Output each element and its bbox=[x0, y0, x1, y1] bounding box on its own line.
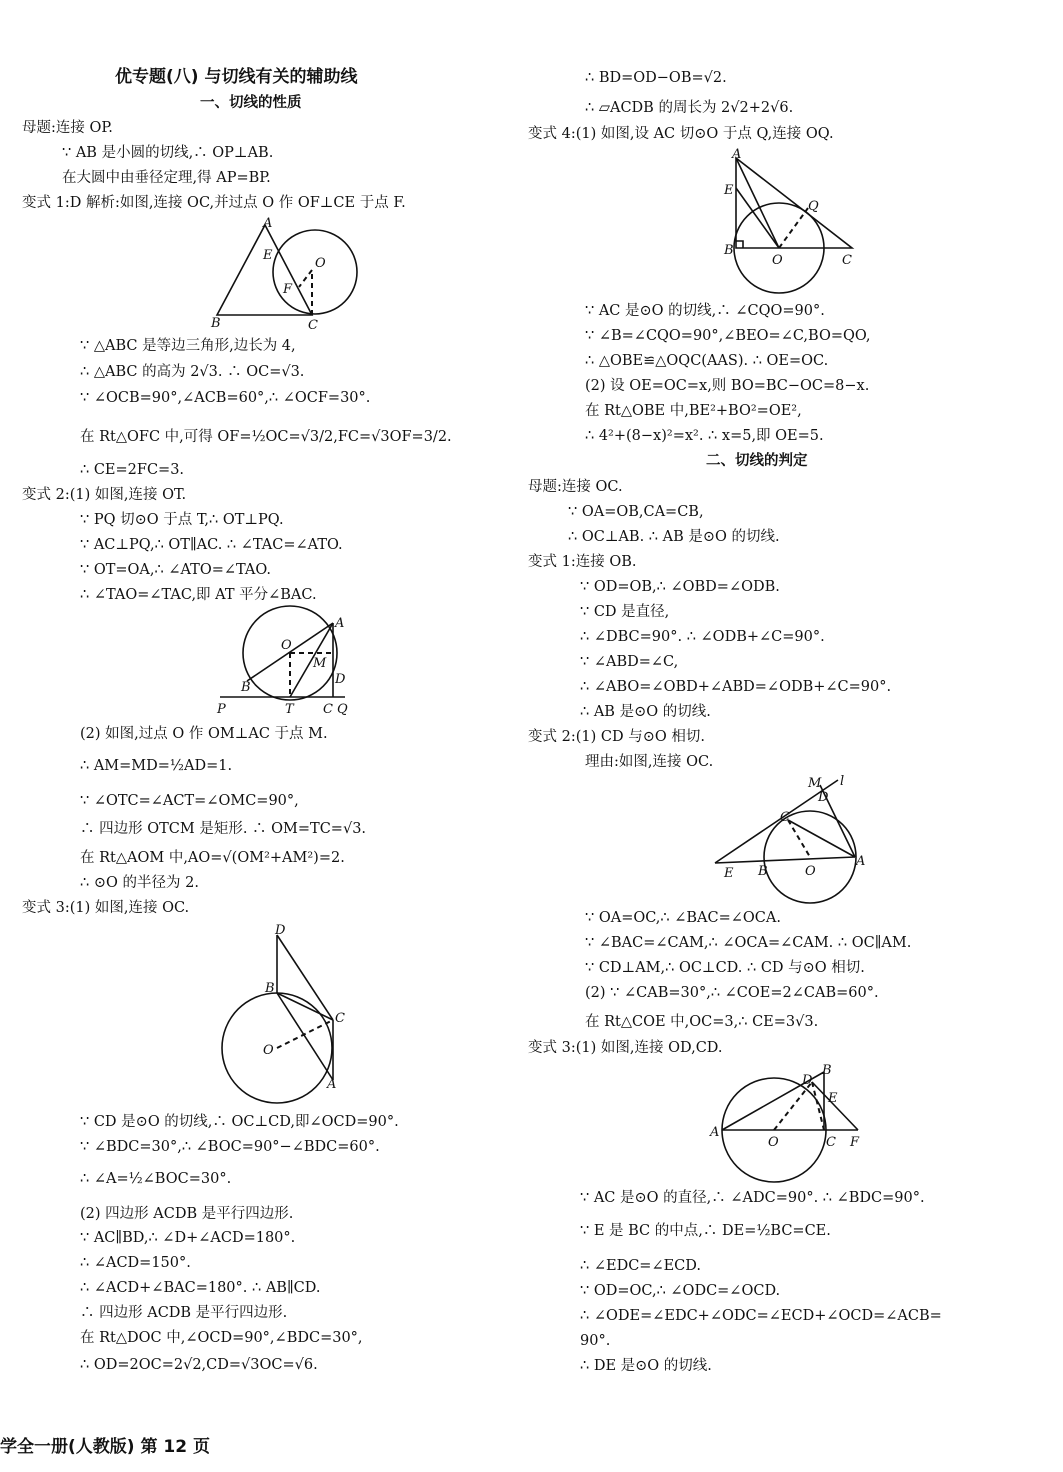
text-line: ∵ ∠BAC=∠CAM,∴ ∠OCA=∠CAM. ∴ OC∥AM. bbox=[585, 935, 912, 951]
svg-text:M: M bbox=[313, 656, 327, 671]
svg-text:O: O bbox=[315, 256, 326, 271]
svg-text:A: A bbox=[263, 216, 273, 231]
text-line: ∴ ▱ACDB 的周长为 2√2+2√6. bbox=[585, 100, 794, 116]
text-line: ∵ CD⊥AM,∴ OC⊥CD. ∴ CD 与⊙O 相切. bbox=[585, 960, 865, 976]
figure-2 bbox=[215, 605, 355, 717]
text-line: 变式 2:(1) 如图,连接 OT. bbox=[22, 487, 187, 503]
svg-text:E: E bbox=[263, 248, 273, 263]
figure-1 bbox=[205, 215, 365, 335]
svg-text:B: B bbox=[724, 243, 734, 258]
page-title: 优专题(八) 与切线有关的辅助线 bbox=[115, 67, 358, 87]
text-line: 理由:如图,连接 OC. bbox=[585, 754, 714, 770]
text-line: 变式 3:(1) 如图,连接 OC. bbox=[22, 900, 190, 916]
text-line: ∵ PQ 切⊙O 于点 T,∴ OT⊥PQ. bbox=[80, 512, 284, 528]
figure-6 bbox=[708, 1060, 868, 1185]
text-line: 变式 4:(1) 如图,设 AC 切⊙O 于点 Q,连接 OQ. bbox=[528, 126, 834, 142]
svg-text:C: C bbox=[323, 702, 333, 717]
svg-text:C: C bbox=[842, 253, 852, 268]
text-line: ∴ CE=2FC=3. bbox=[80, 462, 185, 478]
text-line: ∴ AM=MD=½AD=1. bbox=[80, 758, 233, 774]
svg-text:B: B bbox=[211, 316, 221, 331]
svg-text:B: B bbox=[758, 864, 768, 879]
svg-text:D: D bbox=[802, 1073, 813, 1088]
svg-text:C: C bbox=[826, 1135, 836, 1150]
svg-text:B: B bbox=[241, 680, 251, 695]
text-line: ∴ ∠A=½∠BOC=30°. bbox=[80, 1171, 232, 1187]
text-line: ∴ BD=OD−OB=√2. bbox=[585, 70, 727, 86]
text-line: 变式 3:(1) 如图,连接 OD,CD. bbox=[528, 1040, 723, 1056]
text-line: ∵ ∠ABD=∠C, bbox=[580, 654, 679, 670]
svg-text:D: D bbox=[818, 790, 829, 805]
svg-text:O: O bbox=[772, 253, 783, 268]
text-line: (2) ∵ ∠CAB=30°,∴ ∠COE=2∠CAB=60°. bbox=[585, 985, 879, 1001]
text-line: ∵ AC 是⊙O 的切线,∴ ∠CQO=90°. bbox=[585, 303, 825, 319]
text-line: 在 Rt△DOC 中,∠OCD=90°,∠BDC=30°, bbox=[80, 1330, 363, 1346]
svg-text:O: O bbox=[805, 864, 816, 879]
svg-text:O: O bbox=[263, 1043, 274, 1058]
svg-text:A: A bbox=[856, 854, 866, 869]
text-line: 在 Rt△AOM 中,AO=√(OM²+AM²)=2. bbox=[80, 850, 345, 866]
text-line: (2) 如图,过点 O 作 OM⊥AC 于点 M. bbox=[80, 726, 328, 742]
text-line: ∵ △ABC 是等边三角形,边长为 4, bbox=[80, 338, 296, 354]
text-line: 在 Rt△OBE 中,BE²+BO²=OE², bbox=[585, 403, 802, 419]
text-line: ∵ AB 是小圆的切线,∴ OP⊥AB. bbox=[62, 145, 274, 161]
text-line: ∴ 四边形 ACDB 是平行四边形. bbox=[80, 1305, 288, 1321]
text-line: 母题:连接 OC. bbox=[528, 479, 623, 495]
text-line: ∴ ∠ACD=150°. bbox=[80, 1255, 191, 1271]
text-line: ∵ CD 是直径, bbox=[580, 604, 670, 620]
svg-text:P: P bbox=[217, 702, 226, 717]
text-line: ∵ ∠B=∠CQO=90°,∠BEO=∠C,BO=QO, bbox=[585, 328, 871, 344]
svg-text:A: A bbox=[335, 616, 345, 631]
text-line: ∴ △OBE≌△OQC(AAS). ∴ OE=OC. bbox=[585, 353, 829, 369]
text-line: ∵ OD=OC,∴ ∠ODC=∠OCD. bbox=[580, 1283, 781, 1299]
svg-text:E: E bbox=[828, 1091, 838, 1106]
text-line: 母题:连接 OP. bbox=[22, 120, 113, 136]
svg-text:T: T bbox=[285, 702, 294, 717]
svg-text:C: C bbox=[335, 1011, 345, 1026]
text-line: 在 Rt△COE 中,OC=3,∴ CE=3√3. bbox=[585, 1014, 819, 1030]
svg-text:A: A bbox=[327, 1077, 337, 1092]
text-line: ∵ CD 是⊙O 的切线,∴ OC⊥CD,即∠OCD=90°. bbox=[80, 1114, 399, 1130]
text-line: ∵ OA=OB,CA=CB, bbox=[568, 504, 704, 520]
svg-text:D: D bbox=[275, 923, 286, 938]
text-line: ∵ OT=OA,∴ ∠ATO=∠TAO. bbox=[80, 562, 272, 578]
text-line: 在 Rt△OFC 中,可得 OF=½OC=√3/2,FC=√3OF=3/2. bbox=[80, 429, 452, 445]
figure-3 bbox=[215, 920, 355, 1095]
svg-text:D: D bbox=[335, 672, 346, 687]
svg-text:E: E bbox=[724, 183, 734, 198]
text-line: (2) 设 OE=OC=x,则 BO=BC−OC=8−x. bbox=[585, 378, 870, 394]
svg-text:Q: Q bbox=[337, 702, 348, 717]
svg-text:O: O bbox=[281, 638, 292, 653]
text-line: ∵ ∠BDC=30°,∴ ∠BOC=90°−∠BDC=60°. bbox=[80, 1139, 380, 1155]
section-heading-determination: 二、切线的判定 bbox=[706, 453, 808, 469]
svg-text:B: B bbox=[265, 981, 275, 996]
text-line: ∴ ∠ABO=∠OBD+∠ABD=∠ODB+∠C=90°. bbox=[580, 679, 892, 695]
svg-text:B: B bbox=[822, 1063, 832, 1078]
text-line: ∴ ∠ODE=∠EDC+∠ODC=∠ECD+∠OCD=∠ACB= bbox=[580, 1308, 942, 1324]
svg-text:C: C bbox=[780, 810, 790, 825]
svg-text:F: F bbox=[850, 1135, 860, 1150]
text-line: ∵ AC⊥PQ,∴ OT∥AC. ∴ ∠TAC=∠ATO. bbox=[80, 537, 343, 553]
text-line: ∴ ∠DBC=90°. ∴ ∠ODB+∠C=90°. bbox=[580, 629, 825, 645]
text-line: ∵ E 是 BC 的中点,∴ DE=½BC=CE. bbox=[580, 1223, 831, 1239]
text-line: (2) 四边形 ACDB 是平行四边形. bbox=[80, 1206, 294, 1222]
text-line: ∵ AC∥BD,∴ ∠D+∠ACD=180°. bbox=[80, 1230, 296, 1246]
text-line: ∵ AC 是⊙O 的直径,∴ ∠ADC=90°. ∴ ∠BDC=90°. bbox=[580, 1190, 925, 1206]
text-line: ∴ 四边形 OTCM 是矩形. ∴ OM=TC=√3. bbox=[80, 821, 367, 837]
svg-text:A: A bbox=[732, 147, 742, 162]
text-line: ∴ △ABC 的高为 2√3. ∴ OC=√3. bbox=[80, 364, 305, 380]
text-line: 变式 2:(1) CD 与⊙O 相切. bbox=[528, 729, 705, 745]
text-line: ∴ ∠TAO=∠TAC,即 AT 平分∠BAC. bbox=[80, 587, 317, 603]
text-line: ∴ DE 是⊙O 的切线. bbox=[580, 1358, 712, 1374]
text-line: 在大圆中由垂径定理,得 AP=BP. bbox=[62, 170, 271, 186]
text-line: ∵ OA=OC,∴ ∠BAC=∠OCA. bbox=[585, 910, 781, 926]
svg-text:Q: Q bbox=[808, 199, 819, 214]
text-line: 90°. bbox=[580, 1333, 611, 1349]
text-line: ∴ AB 是⊙O 的切线. bbox=[580, 704, 711, 720]
svg-text:E: E bbox=[724, 866, 734, 881]
svg-text:C: C bbox=[308, 318, 318, 333]
text-line: ∴ ∠EDC=∠ECD. bbox=[580, 1258, 701, 1274]
section-heading-properties: 一、切线的性质 bbox=[200, 95, 302, 111]
text-line: ∴ 4²+(8−x)²=x². ∴ x=5,即 OE=5. bbox=[585, 428, 824, 444]
text-line: ∴ OD=2OC=2√2,CD=√3OC=√6. bbox=[80, 1357, 318, 1373]
text-line: ∵ OD=OB,∴ ∠OBD=∠ODB. bbox=[580, 579, 780, 595]
svg-text:l: l bbox=[840, 774, 845, 789]
page-footer: 学全一册(人教版) 第 12 页 bbox=[0, 1437, 210, 1457]
text-line: ∵ ∠OCB=90°,∠ACB=60°,∴ ∠OCF=30°. bbox=[80, 390, 371, 406]
text-line: ∴ OC⊥AB. ∴ AB 是⊙O 的切线. bbox=[568, 529, 780, 545]
text-line: ∴ ⊙O 的半径为 2. bbox=[80, 875, 199, 891]
figure-4 bbox=[722, 148, 862, 293]
figure-5 bbox=[710, 775, 870, 885]
text-line: 变式 1:D 解析:如图,连接 OC,并过点 O 作 OF⊥CE 于点 F. bbox=[22, 195, 406, 211]
text-line: 变式 1:连接 OB. bbox=[528, 554, 637, 570]
svg-text:M: M bbox=[808, 776, 822, 791]
text-line: ∵ ∠OTC=∠ACT=∠OMC=90°, bbox=[80, 793, 299, 809]
svg-text:A: A bbox=[710, 1125, 720, 1140]
text-line: ∴ ∠ACD+∠BAC=180°. ∴ AB∥CD. bbox=[80, 1280, 321, 1296]
svg-text:O: O bbox=[768, 1135, 779, 1150]
svg-text:F: F bbox=[283, 282, 293, 297]
